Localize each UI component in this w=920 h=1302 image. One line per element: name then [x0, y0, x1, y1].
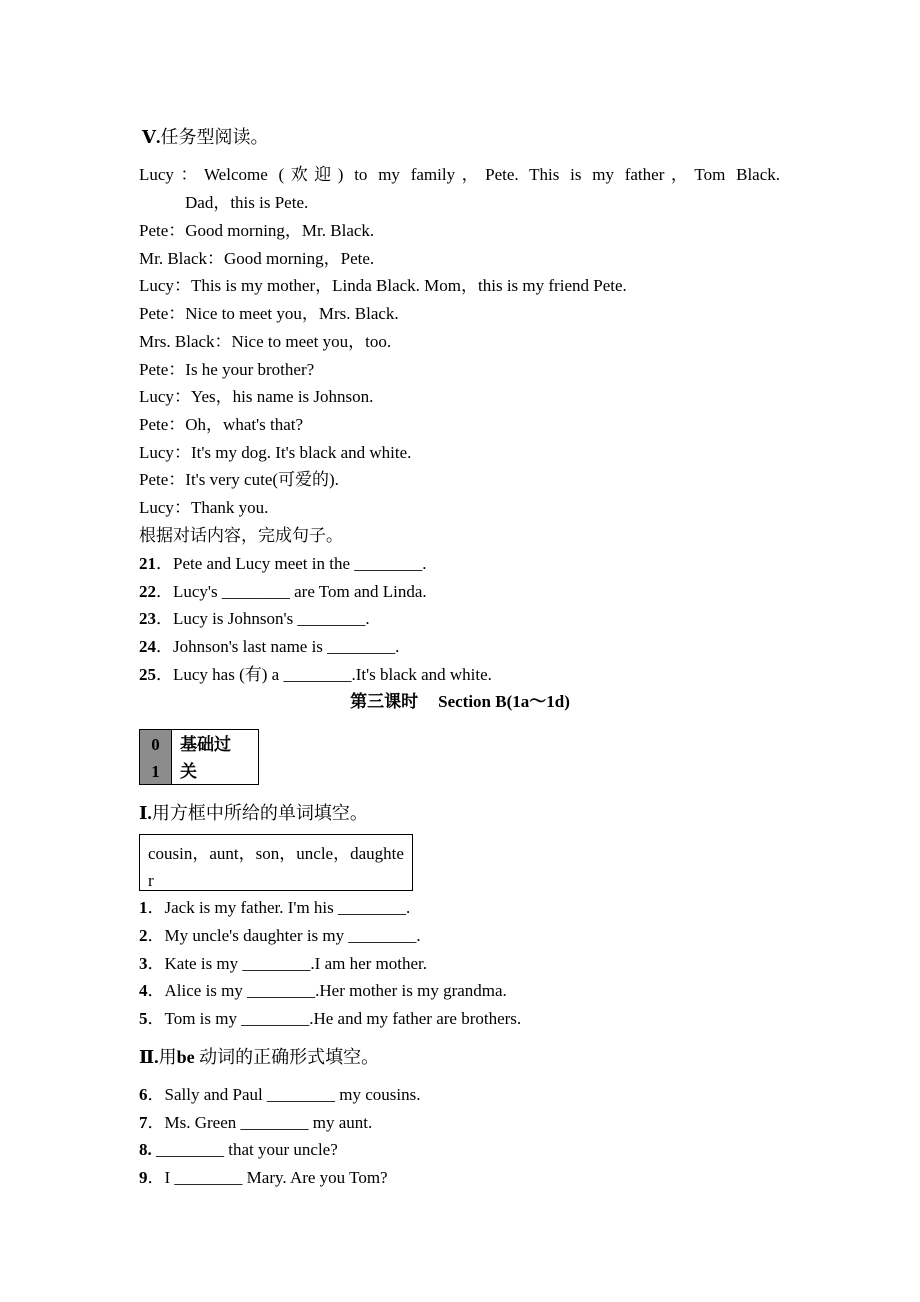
question-text: Ms. Green ________ my aunt. — [164, 1113, 373, 1132]
dialogue-line-4: Lucy：This is my mother，Linda Black. Mom，this is my friend Pete. — [139, 276, 627, 295]
question-22: 22．Lucy's ________ are Tom and Linda. — [139, 582, 427, 601]
word-bank-box: cousin，aunt，son，uncle，daughter — [139, 834, 413, 891]
question-number: 3 — [139, 954, 148, 973]
speaker-name: Pete — [139, 304, 169, 323]
question-4: 4．Alice is my ________.Her mother is my grandma. — [139, 981, 507, 1000]
speaker-name: Pete — [139, 221, 169, 240]
speaker-name: Lucy — [139, 276, 174, 295]
section2-title-post: 动词的正确形式填空。 — [199, 1047, 380, 1067]
section-badge-number — [140, 730, 172, 784]
question-text: Pete and Lucy meet in the ________. — [173, 554, 427, 573]
dialogue-text: Nice to meet you，too. — [231, 332, 392, 351]
dialogue-text: It's my dog. It's black and white. — [190, 443, 412, 462]
question-24: 24．Johnson's last name is ________. — [139, 637, 400, 656]
question-23: 23．Lucy is Johnson's ________. — [139, 609, 370, 628]
section2-title-pre: 用 — [158, 1047, 177, 1067]
dialogue-line-7: Pete：Is he your brother? — [139, 360, 315, 379]
question-text: ________ that your uncle? — [156, 1140, 338, 1159]
dialogue-text: Yes，his name is Johnson. — [190, 387, 374, 406]
section5-heading — [142, 127, 268, 147]
speaker-name: Pete — [139, 360, 169, 379]
dialogue-text: Is he your brother? — [185, 360, 315, 379]
question-text: My uncle's daughter is my ________. — [164, 926, 421, 945]
question-number: 5 — [139, 1009, 148, 1028]
question-text: Sally and Paul ________ my cousins. — [164, 1085, 421, 1104]
dialogue-line-5: Pete：Nice to meet you，Mrs. Black. — [139, 304, 399, 323]
speaker-name: Lucy — [139, 387, 174, 406]
section-badge-label — [172, 730, 258, 784]
dialogue-text: Oh，what's that? — [185, 415, 304, 434]
question-number: 22 — [139, 582, 156, 601]
question-2: 2．My uncle's daughter is my ________. — [139, 926, 421, 945]
dialogue-line-1-continued: Dad，this is Pete. — [185, 193, 309, 212]
question-text: Lucy has (有) a ________.It's black and white. — [173, 665, 492, 684]
lesson-title-chinese: 第三课时 — [350, 692, 419, 711]
question-number: 7 — [139, 1113, 148, 1132]
speaker-name: Lucy — [139, 165, 174, 184]
question-number: 9 — [139, 1168, 148, 1187]
speaker-name: Pete — [139, 470, 169, 489]
section-badge — [139, 729, 259, 785]
section5-number: Ⅴ. — [142, 127, 161, 147]
question-1: 1．Jack is my father. I'm his ________. — [139, 898, 411, 917]
question-6: 6．Sally and Paul ________ my cousins. — [139, 1085, 421, 1104]
question-text: I ________ Mary. Are you Tom? — [164, 1168, 388, 1187]
lesson-title — [0, 692, 920, 712]
question-number: 6 — [139, 1085, 148, 1104]
question-5: 5．Tom is my ________.He and my father are brothers. — [139, 1009, 522, 1028]
section1-title: 用方框中所给的单词填空。 — [151, 803, 368, 823]
speaker-name: Lucy — [139, 498, 174, 517]
question-3: 3．Kate is my ________.I am her mother. — [139, 954, 428, 973]
section2-title-be: be — [176, 1047, 195, 1067]
question-number: 4 — [139, 981, 148, 1000]
question-number: 23 — [139, 609, 156, 628]
question-text: Johnson's last name is ________. — [173, 637, 400, 656]
dialogue-text: Good morning，Pete. — [224, 249, 375, 268]
question-number: 8. — [139, 1140, 152, 1159]
question-7: 7．Ms. Green ________ my aunt. — [139, 1113, 373, 1132]
question-text: Kate is my ________.I am her mother. — [164, 954, 428, 973]
dialogue-line-6: Mrs. Black：Nice to meet you，too. — [139, 332, 392, 351]
section5-instruction: 根据对话内容，完成句子。 — [139, 526, 343, 545]
dialogue-line-2: Pete：Good morning，Mr. Black. — [139, 221, 375, 240]
section2-heading — [139, 1047, 379, 1067]
question-text: Alice is my ________.Her mother is my grandma. — [164, 981, 507, 1000]
section5-title: 任务型阅读。 — [160, 127, 269, 147]
dialogue-text: This is my mother，Linda Black. Mom，this is my friend Pete. — [190, 276, 627, 295]
question-text: Lucy's ________ are Tom and Linda. — [173, 582, 427, 601]
dialogue-line-9: Pete：Oh，what's that? — [139, 415, 304, 434]
dialogue-line-10: Lucy：It's my dog. It's black and white. — [139, 443, 412, 462]
question-number: 21 — [139, 554, 156, 573]
dialogue-line-12: Lucy：Thank you. — [139, 498, 269, 517]
dialogue-text: Thank you. — [190, 498, 269, 517]
question-9: 9．I ________ Mary. Are you Tom? — [139, 1168, 388, 1187]
dialogue-text: It's very cute(可爱的). — [185, 470, 339, 489]
dialogue-text: Welcome (欢迎) to my family，Pete. This is my father，Tom Black. — [204, 165, 781, 184]
dialogue-line-3: Mr. Black：Good morning，Pete. — [139, 249, 375, 268]
dialogue-text: Nice to meet you，Mrs. Black. — [185, 304, 399, 323]
badge-label-line-2: 关 — [180, 762, 197, 781]
section1-heading — [139, 803, 368, 823]
dialogue-line-8: Lucy：Yes，his name is Johnson. — [139, 387, 374, 406]
badge-number-line-1: 0 — [151, 735, 160, 754]
question-text: Jack is my father. I'm his ________. — [164, 898, 411, 917]
question-number: 24 — [139, 637, 156, 656]
dialogue-line-1: Lucy：Welcome (欢迎) to my family，Pete. This is my father，Tom Black. — [139, 165, 781, 184]
question-8 — [139, 1140, 338, 1160]
speaker-name: Pete — [139, 415, 169, 434]
dialogue-text: Good morning，Mr. Black. — [185, 221, 375, 240]
badge-number-line-2: 1 — [151, 762, 160, 781]
question-number: 25 — [139, 665, 156, 684]
lesson-title-section: Section B(1a～1d) — [438, 692, 570, 711]
section2-number: Ⅱ. — [139, 1047, 159, 1067]
speaker-name: Mrs. Black — [139, 332, 215, 351]
speaker-name: Mr. Black — [139, 249, 207, 268]
question-21: 21．Pete and Lucy meet in the ________. — [139, 554, 427, 573]
badge-label-line-1: 基础过 — [180, 735, 231, 754]
question-number: 1 — [139, 898, 148, 917]
section1-number: Ⅰ. — [139, 803, 152, 823]
question-text: Tom is my ________.He and my father are brothers. — [164, 1009, 522, 1028]
dialogue-line-11: Pete：It's very cute(可爱的). — [139, 470, 339, 489]
question-text: Lucy is Johnson's ________. — [173, 609, 370, 628]
speaker-name: Lucy — [139, 443, 174, 462]
question-number: 2 — [139, 926, 148, 945]
question-25: 25．Lucy has (有) a ________.It's black and white. — [139, 665, 492, 684]
